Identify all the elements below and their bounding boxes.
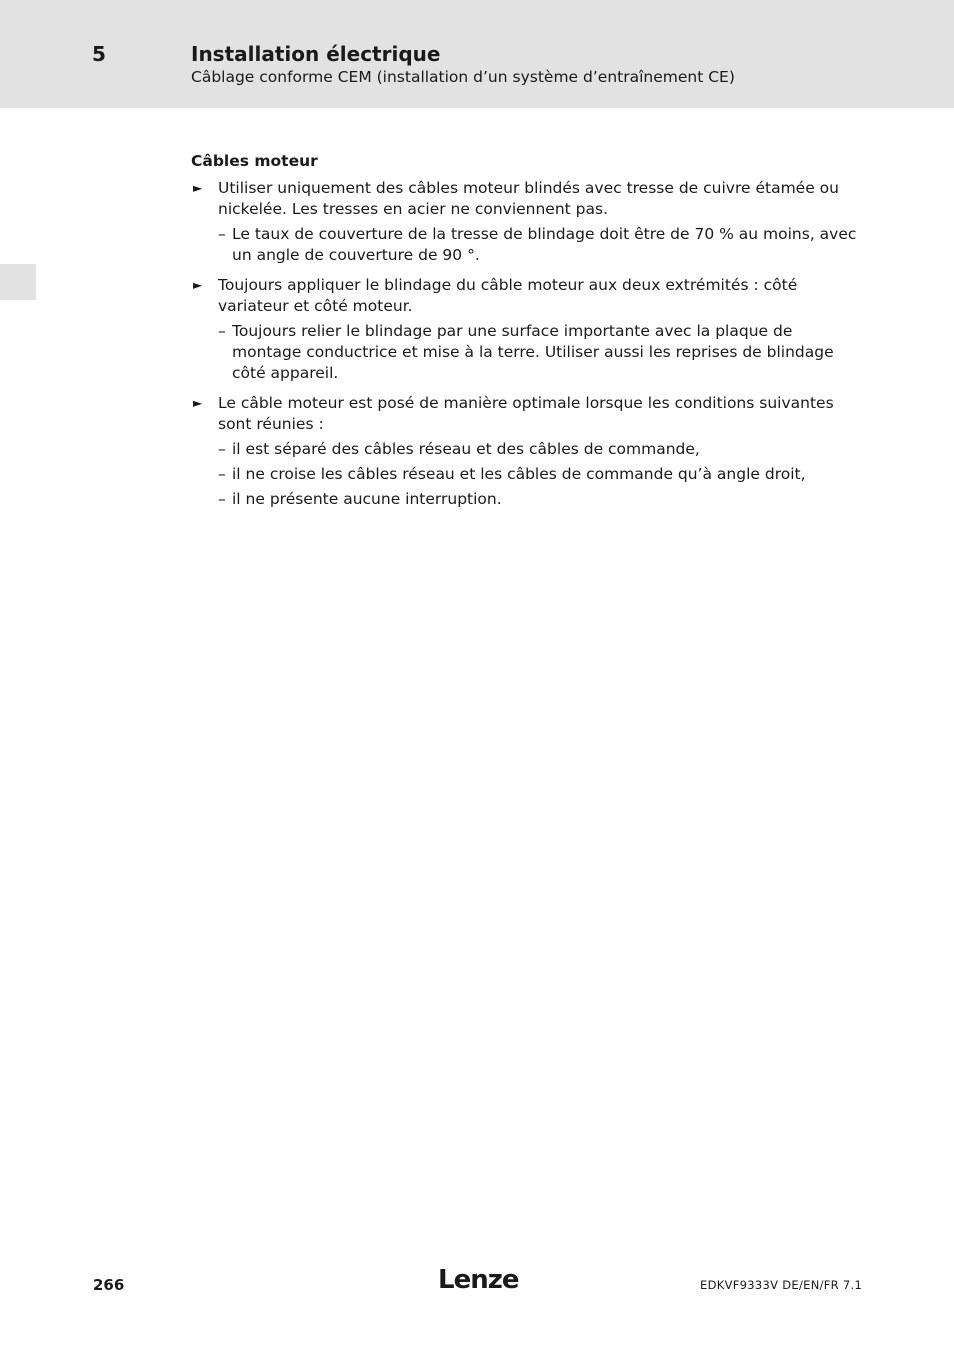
sub-item-text: il est séparé des câbles réseau et des câbles de commande, bbox=[232, 440, 700, 458]
section-heading: Câbles moteur bbox=[191, 152, 318, 170]
bullet-text: Toujours appliquer le blindage du câble moteur aux deux extrémités : côté variateur et côté moteur. bbox=[218, 276, 798, 315]
sub-list bbox=[218, 321, 863, 384]
bullet-item bbox=[191, 275, 863, 384]
dash-marker: – bbox=[218, 465, 226, 483]
dash-marker: – bbox=[218, 440, 226, 458]
dash-marker: – bbox=[218, 225, 226, 243]
triangle-bullet-icon: ► bbox=[193, 396, 203, 410]
chapter-subtitle: Câblage conforme CEM (installation d’un système d’entraînement CE) bbox=[191, 68, 735, 86]
chapter-number: 5 bbox=[92, 42, 106, 66]
triangle-bullet-icon: ► bbox=[193, 181, 203, 195]
bullet-item bbox=[191, 393, 863, 510]
sub-item bbox=[218, 489, 863, 510]
document-reference: EDKVF9333V DE/EN/FR 7.1 bbox=[700, 1278, 863, 1292]
sub-list bbox=[218, 224, 863, 266]
sub-item-text: il ne croise les câbles réseau et les câbles de commande qu’à angle droit, bbox=[232, 465, 806, 483]
bullet-text: Utiliser uniquement des câbles moteur blindés avec tresse de cuivre étamée ou nickelée. Les tresses en acier ne conviennent pas. bbox=[218, 179, 839, 218]
lenze-logo: Lenze bbox=[438, 1265, 519, 1295]
sub-item-text: Le taux de couverture de la tresse de blindage doit être de 70 % au moins, avec un angle de couverture de 90 °. bbox=[232, 225, 857, 264]
page-content bbox=[191, 151, 863, 519]
dash-marker: – bbox=[218, 490, 226, 508]
bullet-item bbox=[191, 178, 863, 266]
chapter-title: Installation électrique bbox=[191, 42, 441, 66]
triangle-bullet-icon: ► bbox=[193, 278, 203, 292]
sub-list bbox=[218, 439, 863, 510]
page-number: 266 bbox=[93, 1276, 125, 1294]
sub-item bbox=[218, 464, 863, 485]
bullet-text: Le câble moteur est posé de manière optimale lorsque les conditions suivantes sont réunies : bbox=[218, 394, 834, 433]
sub-item-text: il ne présente aucune interruption. bbox=[232, 490, 502, 508]
sub-item-text: Toujours relier le blindage par une surface importante avec la plaque de montage conductrice et mise à la terre. Utiliser aussi les reprises de blindage côté appareil. bbox=[232, 322, 834, 382]
chapter-side-tab bbox=[0, 264, 36, 300]
header-band bbox=[0, 0, 954, 108]
dash-marker: – bbox=[218, 322, 226, 340]
sub-item bbox=[218, 439, 863, 460]
sub-item bbox=[218, 224, 863, 266]
sub-item bbox=[218, 321, 863, 384]
